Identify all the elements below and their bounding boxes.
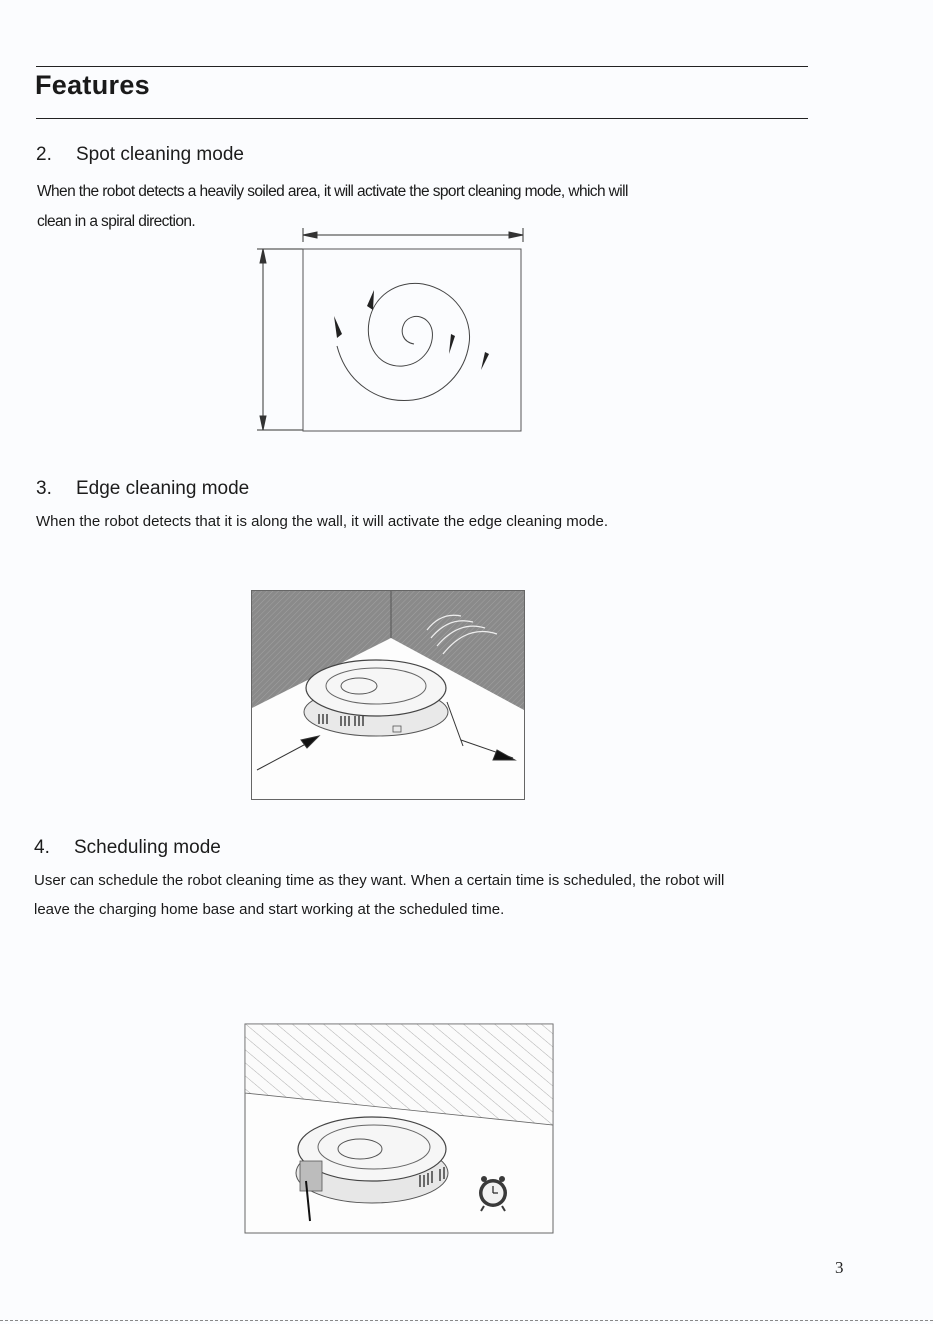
section-heading-edge [36,478,249,500]
section-text-scheduling-line2: leave the charging home base and start working at the scheduled time. [34,901,505,918]
section-text-spot-line2: clean in a spiral direction. [37,213,196,230]
page-title: Features [35,70,150,100]
scheduling-figure [244,1023,556,1237]
section-title: Scheduling mode [74,837,221,858]
title-underline [36,118,808,119]
section-number: 2. [36,144,52,165]
section-number: 3. [36,478,52,499]
section-text-edge: When the robot detects that it is along the wall, it will activate the edge cleaning mode. [36,513,608,530]
section-text-scheduling-line1: User can schedule the robot cleaning time as they want. When a certain time is scheduled, the robot will [34,872,725,889]
height-dimension-arrow [257,249,303,430]
section-heading-scheduling [34,837,221,859]
bottom-edge [0,1320,933,1321]
section-heading-spot [36,144,244,166]
edge-cleaning-figure [251,590,527,802]
section-text-spot-line1: When the robot detects a heavily soiled area, it will activate the sport cleaning mode, which will [37,183,628,200]
spot-cleaning-figure [255,222,535,438]
spot-area-box [303,249,521,431]
top-rule [36,66,808,67]
section-title: Spot cleaning mode [76,144,244,165]
section-title: Edge cleaning mode [76,478,250,499]
robot-vacuum-corner-icon [304,660,448,736]
page-number: 3 [835,1258,844,1277]
spiral-arrow-icon [337,283,470,400]
section-number: 4. [34,837,50,858]
width-dimension-arrow [303,228,523,242]
alarm-clock-icon [479,1176,507,1211]
